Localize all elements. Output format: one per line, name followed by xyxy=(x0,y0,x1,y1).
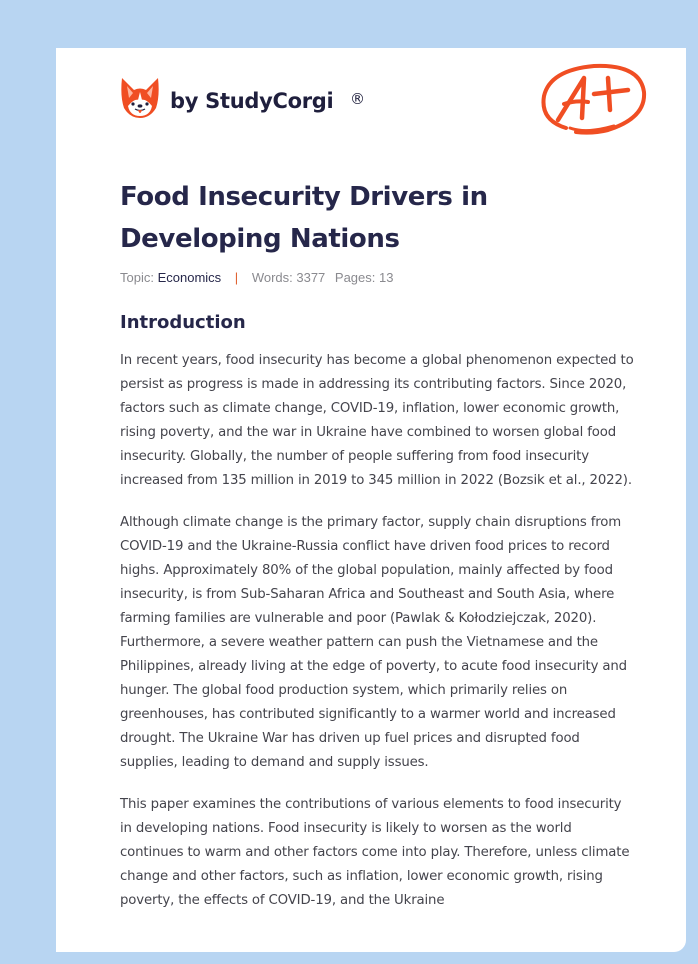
a-plus-grade-icon xyxy=(536,58,652,147)
registered-mark: ® xyxy=(350,90,365,108)
document-card xyxy=(56,48,686,952)
paragraph: This paper examines the contributions of various elements to food insecurity in developing nations. Food insecurity is likely to worsen as the world continues to warm and other factors come into play. Therefore, unless climate change and other factors, such as inflation, lower economic growth, rising poverty, the effects of COVID-19, and the Ukraine xyxy=(120,797,630,908)
article-body xyxy=(120,349,636,931)
paragraph: In recent years, food insecurity has become a global phenomenon expected to persist as progress is made in addressing its contributing factors. Since 2020, factors such as climate change, COVID-19, inflation, lower economic growth, rising poverty, and the war in Ukraine have combined to worsen global food insecurity. Globally, the number of people suffering from food insecurity increased from 135 million in 2019 to 345 million in 2022 (Bozsik et al., 2022). xyxy=(120,353,634,488)
paragraph: Although climate change is the primary factor, supply chain disruptions from COVID-19 and the Ukraine-Russia conflict have driven food prices to record highs. Approximately 80% of the global population, mainly affected by food insecurity, is from Sub-Saharan Africa and Southeast and South Asia, where farming families are vulnerable and poor (Pawlak & Kołodziejczak, 2020). Furthermore, a severe weather pattern can push the Vietnamese and the Philippines, already living at the edge of poverty, to acute food insecurity and hunger. The global food production system, which primarily relies on greenhouses, has contributed significantly to a warmer world and increased drought. The Ukraine War has driven up fuel prices and disrupted food supplies, leading to demand and supply issues. xyxy=(120,515,627,770)
article-meta xyxy=(120,270,393,285)
brand-name: by StudyCorgi xyxy=(170,89,334,113)
word-count: Words: 3377 xyxy=(251,270,326,285)
section-heading: Introduction xyxy=(120,312,246,333)
page-count: Pages: 13 xyxy=(334,270,394,285)
studycorgi-logo[interactable] xyxy=(120,76,365,120)
page-title: Food Insecurity Drivers in Developing Nations xyxy=(120,182,488,254)
meta-separator: | xyxy=(234,270,239,285)
corgi-logo-icon xyxy=(120,76,160,120)
topic-label: Topic: xyxy=(120,270,154,285)
topic-link[interactable]: Economics xyxy=(157,270,222,285)
